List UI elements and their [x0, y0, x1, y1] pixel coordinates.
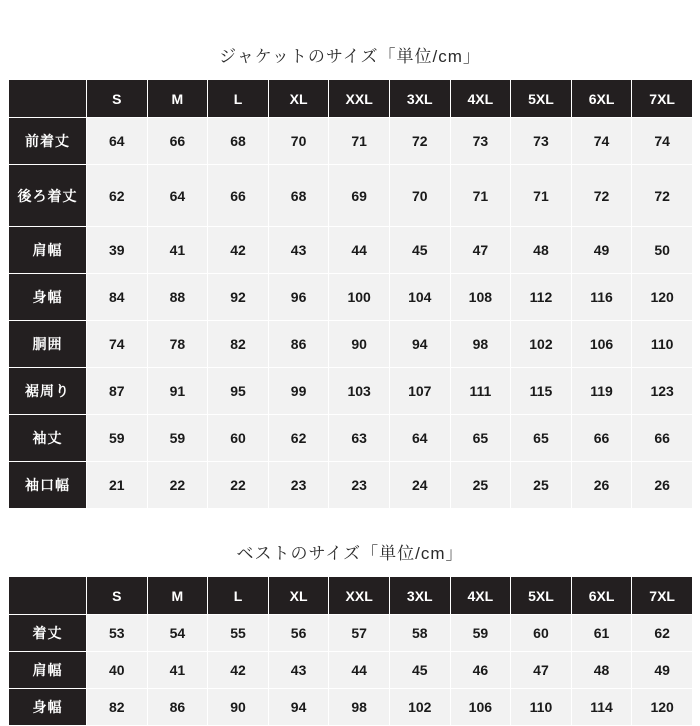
vest-cell-1-4: 44: [329, 652, 390, 689]
jacket-table-header: [9, 80, 693, 118]
vest-col-header-s: S: [87, 577, 148, 615]
vest-cell-2-9: 120: [632, 689, 693, 726]
jacket-cell-0-1: 66: [147, 118, 208, 165]
jacket-cell-1-8: 72: [571, 165, 632, 227]
jacket-cell-5-2: 95: [208, 368, 269, 415]
jacket-row-label-3: 身幅: [9, 274, 87, 321]
jacket-cell-7-9: 26: [632, 462, 693, 509]
jacket-cell-5-3: 99: [268, 368, 329, 415]
vest-table-body: [9, 615, 693, 726]
vest-cell-2-7: 110: [511, 689, 572, 726]
jacket-cell-6-4: 63: [329, 415, 390, 462]
jacket-cell-3-0: 84: [87, 274, 148, 321]
jacket-cell-6-3: 62: [268, 415, 329, 462]
vest-cell-1-8: 48: [571, 652, 632, 689]
jacket-cell-0-6: 73: [450, 118, 511, 165]
table-row: [9, 321, 693, 368]
vest-col-header-xl: XL: [268, 577, 329, 615]
jacket-cell-6-8: 66: [571, 415, 632, 462]
jacket-col-header-5xl: 5XL: [511, 80, 572, 118]
jacket-cell-3-6: 108: [450, 274, 511, 321]
table-row: [9, 274, 693, 321]
jacket-row-label-7: 袖口幅: [9, 462, 87, 509]
jacket-cell-2-9: 50: [632, 227, 693, 274]
vest-cell-1-1: 41: [147, 652, 208, 689]
jacket-cell-3-1: 88: [147, 274, 208, 321]
jacket-cell-0-3: 70: [268, 118, 329, 165]
jacket-row-label-6: 袖丈: [9, 415, 87, 462]
vest-cell-0-2: 55: [208, 615, 269, 652]
vest-col-header-m: M: [147, 577, 208, 615]
jacket-table-title: ジャケットのサイズ「単位/cm」: [219, 47, 481, 66]
table-row: [9, 462, 693, 509]
jacket-table-body: [9, 118, 693, 509]
jacket-cell-4-6: 98: [450, 321, 511, 368]
table-header-row: [9, 80, 693, 118]
jacket-cell-1-6: 71: [450, 165, 511, 227]
jacket-col-header-s: S: [87, 80, 148, 118]
jacket-cell-5-0: 87: [87, 368, 148, 415]
jacket-cell-1-9: 72: [632, 165, 693, 227]
jacket-cell-1-1: 64: [147, 165, 208, 227]
jacket-cell-2-0: 39: [87, 227, 148, 274]
vest-header-corner: [9, 577, 87, 615]
vest-cell-1-3: 43: [268, 652, 329, 689]
jacket-cell-1-7: 71: [511, 165, 572, 227]
jacket-cell-0-9: 74: [632, 118, 693, 165]
jacket-cell-7-4: 23: [329, 462, 390, 509]
jacket-cell-6-6: 65: [450, 415, 511, 462]
jacket-cell-4-5: 94: [389, 321, 450, 368]
jacket-cell-6-2: 60: [208, 415, 269, 462]
vest-cell-0-5: 58: [389, 615, 450, 652]
vest-cell-0-0: 53: [87, 615, 148, 652]
vest-col-header-6xl: 6XL: [571, 577, 632, 615]
jacket-col-header-xl: XL: [268, 80, 329, 118]
jacket-cell-7-6: 25: [450, 462, 511, 509]
jacket-cell-5-6: 111: [450, 368, 511, 415]
jacket-cell-1-3: 68: [268, 165, 329, 227]
jacket-cell-0-4: 71: [329, 118, 390, 165]
jacket-cell-5-4: 103: [329, 368, 390, 415]
vest-cell-2-3: 94: [268, 689, 329, 726]
jacket-cell-0-2: 68: [208, 118, 269, 165]
vest-col-header-xxl: XXL: [329, 577, 390, 615]
jacket-col-header-4xl: 4XL: [450, 80, 511, 118]
jacket-cell-6-5: 64: [389, 415, 450, 462]
vest-cell-2-1: 86: [147, 689, 208, 726]
jacket-cell-4-1: 78: [147, 321, 208, 368]
jacket-cell-0-7: 73: [511, 118, 572, 165]
vest-col-header-l: L: [208, 577, 269, 615]
jacket-cell-5-1: 91: [147, 368, 208, 415]
vest-cell-1-7: 47: [511, 652, 572, 689]
vest-cell-0-7: 60: [511, 615, 572, 652]
jacket-cell-3-5: 104: [389, 274, 450, 321]
table-header-row: [9, 577, 693, 615]
jacket-col-header-m: M: [147, 80, 208, 118]
vest-row-label-1: 肩幅: [9, 652, 87, 689]
jacket-cell-2-4: 44: [329, 227, 390, 274]
table-row: [9, 415, 693, 462]
jacket-size-block: [8, 0, 692, 509]
vest-cell-2-0: 82: [87, 689, 148, 726]
jacket-cell-2-2: 42: [208, 227, 269, 274]
jacket-cell-3-9: 120: [632, 274, 693, 321]
jacket-col-header-xxl: XXL: [329, 80, 390, 118]
jacket-cell-5-8: 119: [571, 368, 632, 415]
vest-row-label-2: 身幅: [9, 689, 87, 726]
jacket-cell-3-4: 100: [329, 274, 390, 321]
jacket-cell-3-3: 96: [268, 274, 329, 321]
jacket-col-header-6xl: 6XL: [571, 80, 632, 118]
vest-cell-2-6: 106: [450, 689, 511, 726]
jacket-cell-2-7: 48: [511, 227, 572, 274]
jacket-cell-4-8: 106: [571, 321, 632, 368]
vest-cell-1-9: 49: [632, 652, 693, 689]
jacket-cell-4-0: 74: [87, 321, 148, 368]
vest-col-header-3xl: 3XL: [389, 577, 450, 615]
jacket-col-header-3xl: 3XL: [389, 80, 450, 118]
vest-col-header-5xl: 5XL: [511, 577, 572, 615]
jacket-cell-6-1: 59: [147, 415, 208, 462]
table-row: [9, 227, 693, 274]
jacket-cell-2-6: 47: [450, 227, 511, 274]
jacket-cell-1-2: 66: [208, 165, 269, 227]
vest-cell-0-4: 57: [329, 615, 390, 652]
jacket-cell-4-7: 102: [511, 321, 572, 368]
jacket-cell-0-5: 72: [389, 118, 450, 165]
jacket-cell-2-5: 45: [389, 227, 450, 274]
vest-table-title: ベストのサイズ「単位/cm」: [236, 544, 464, 563]
jacket-cell-7-2: 22: [208, 462, 269, 509]
jacket-cell-4-3: 86: [268, 321, 329, 368]
vest-size-table: [8, 576, 693, 726]
jacket-cell-1-0: 62: [87, 165, 148, 227]
vest-cell-1-5: 45: [389, 652, 450, 689]
jacket-col-header-l: L: [208, 80, 269, 118]
table-row: [9, 615, 693, 652]
vest-cell-0-1: 54: [147, 615, 208, 652]
vest-cell-0-3: 56: [268, 615, 329, 652]
jacket-cell-4-2: 82: [208, 321, 269, 368]
table-row: [9, 652, 693, 689]
jacket-cell-6-7: 65: [511, 415, 572, 462]
jacket-cell-3-8: 116: [571, 274, 632, 321]
table-row: [9, 689, 693, 726]
jacket-cell-7-8: 26: [571, 462, 632, 509]
jacket-cell-6-9: 66: [632, 415, 693, 462]
vest-cell-1-0: 40: [87, 652, 148, 689]
jacket-row-label-1: 後ろ着丈: [9, 165, 87, 227]
jacket-cell-7-1: 22: [147, 462, 208, 509]
vest-cell-0-6: 59: [450, 615, 511, 652]
vest-cell-2-2: 90: [208, 689, 269, 726]
jacket-cell-5-5: 107: [389, 368, 450, 415]
jacket-row-label-0: 前着丈: [9, 118, 87, 165]
vest-col-header-4xl: 4XL: [450, 577, 511, 615]
vest-cell-1-6: 46: [450, 652, 511, 689]
jacket-cell-3-2: 92: [208, 274, 269, 321]
jacket-cell-0-0: 64: [87, 118, 148, 165]
vest-row-label-0: 着丈: [9, 615, 87, 652]
jacket-cell-1-5: 70: [389, 165, 450, 227]
jacket-size-table: [8, 79, 693, 509]
jacket-cell-4-9: 110: [632, 321, 693, 368]
jacket-header-corner: [9, 80, 87, 118]
vest-col-header-7xl: 7XL: [632, 577, 693, 615]
vest-cell-0-9: 62: [632, 615, 693, 652]
jacket-cell-7-3: 23: [268, 462, 329, 509]
jacket-cell-6-0: 59: [87, 415, 148, 462]
vest-table-header: [9, 577, 693, 615]
table-row: [9, 165, 693, 227]
jacket-cell-7-5: 24: [389, 462, 450, 509]
table-row: [9, 368, 693, 415]
jacket-cell-1-4: 69: [329, 165, 390, 227]
jacket-cell-5-7: 115: [511, 368, 572, 415]
jacket-row-label-4: 胴囲: [9, 321, 87, 368]
jacket-row-label-2: 肩幅: [9, 227, 87, 274]
vest-cell-2-4: 98: [329, 689, 390, 726]
jacket-cell-3-7: 112: [511, 274, 572, 321]
jacket-cell-7-7: 25: [511, 462, 572, 509]
jacket-row-label-5: 裾周り: [9, 368, 87, 415]
table-row: [9, 118, 693, 165]
jacket-col-header-7xl: 7XL: [632, 80, 693, 118]
jacket-cell-7-0: 21: [87, 462, 148, 509]
vest-cell-1-2: 42: [208, 652, 269, 689]
jacket-cell-0-8: 74: [571, 118, 632, 165]
jacket-cell-2-8: 49: [571, 227, 632, 274]
vest-size-block: [8, 509, 692, 726]
jacket-cell-2-1: 41: [147, 227, 208, 274]
vest-cell-2-8: 114: [571, 689, 632, 726]
jacket-cell-4-4: 90: [329, 321, 390, 368]
jacket-cell-5-9: 123: [632, 368, 693, 415]
vest-cell-2-5: 102: [389, 689, 450, 726]
jacket-cell-2-3: 43: [268, 227, 329, 274]
vest-cell-0-8: 61: [571, 615, 632, 652]
